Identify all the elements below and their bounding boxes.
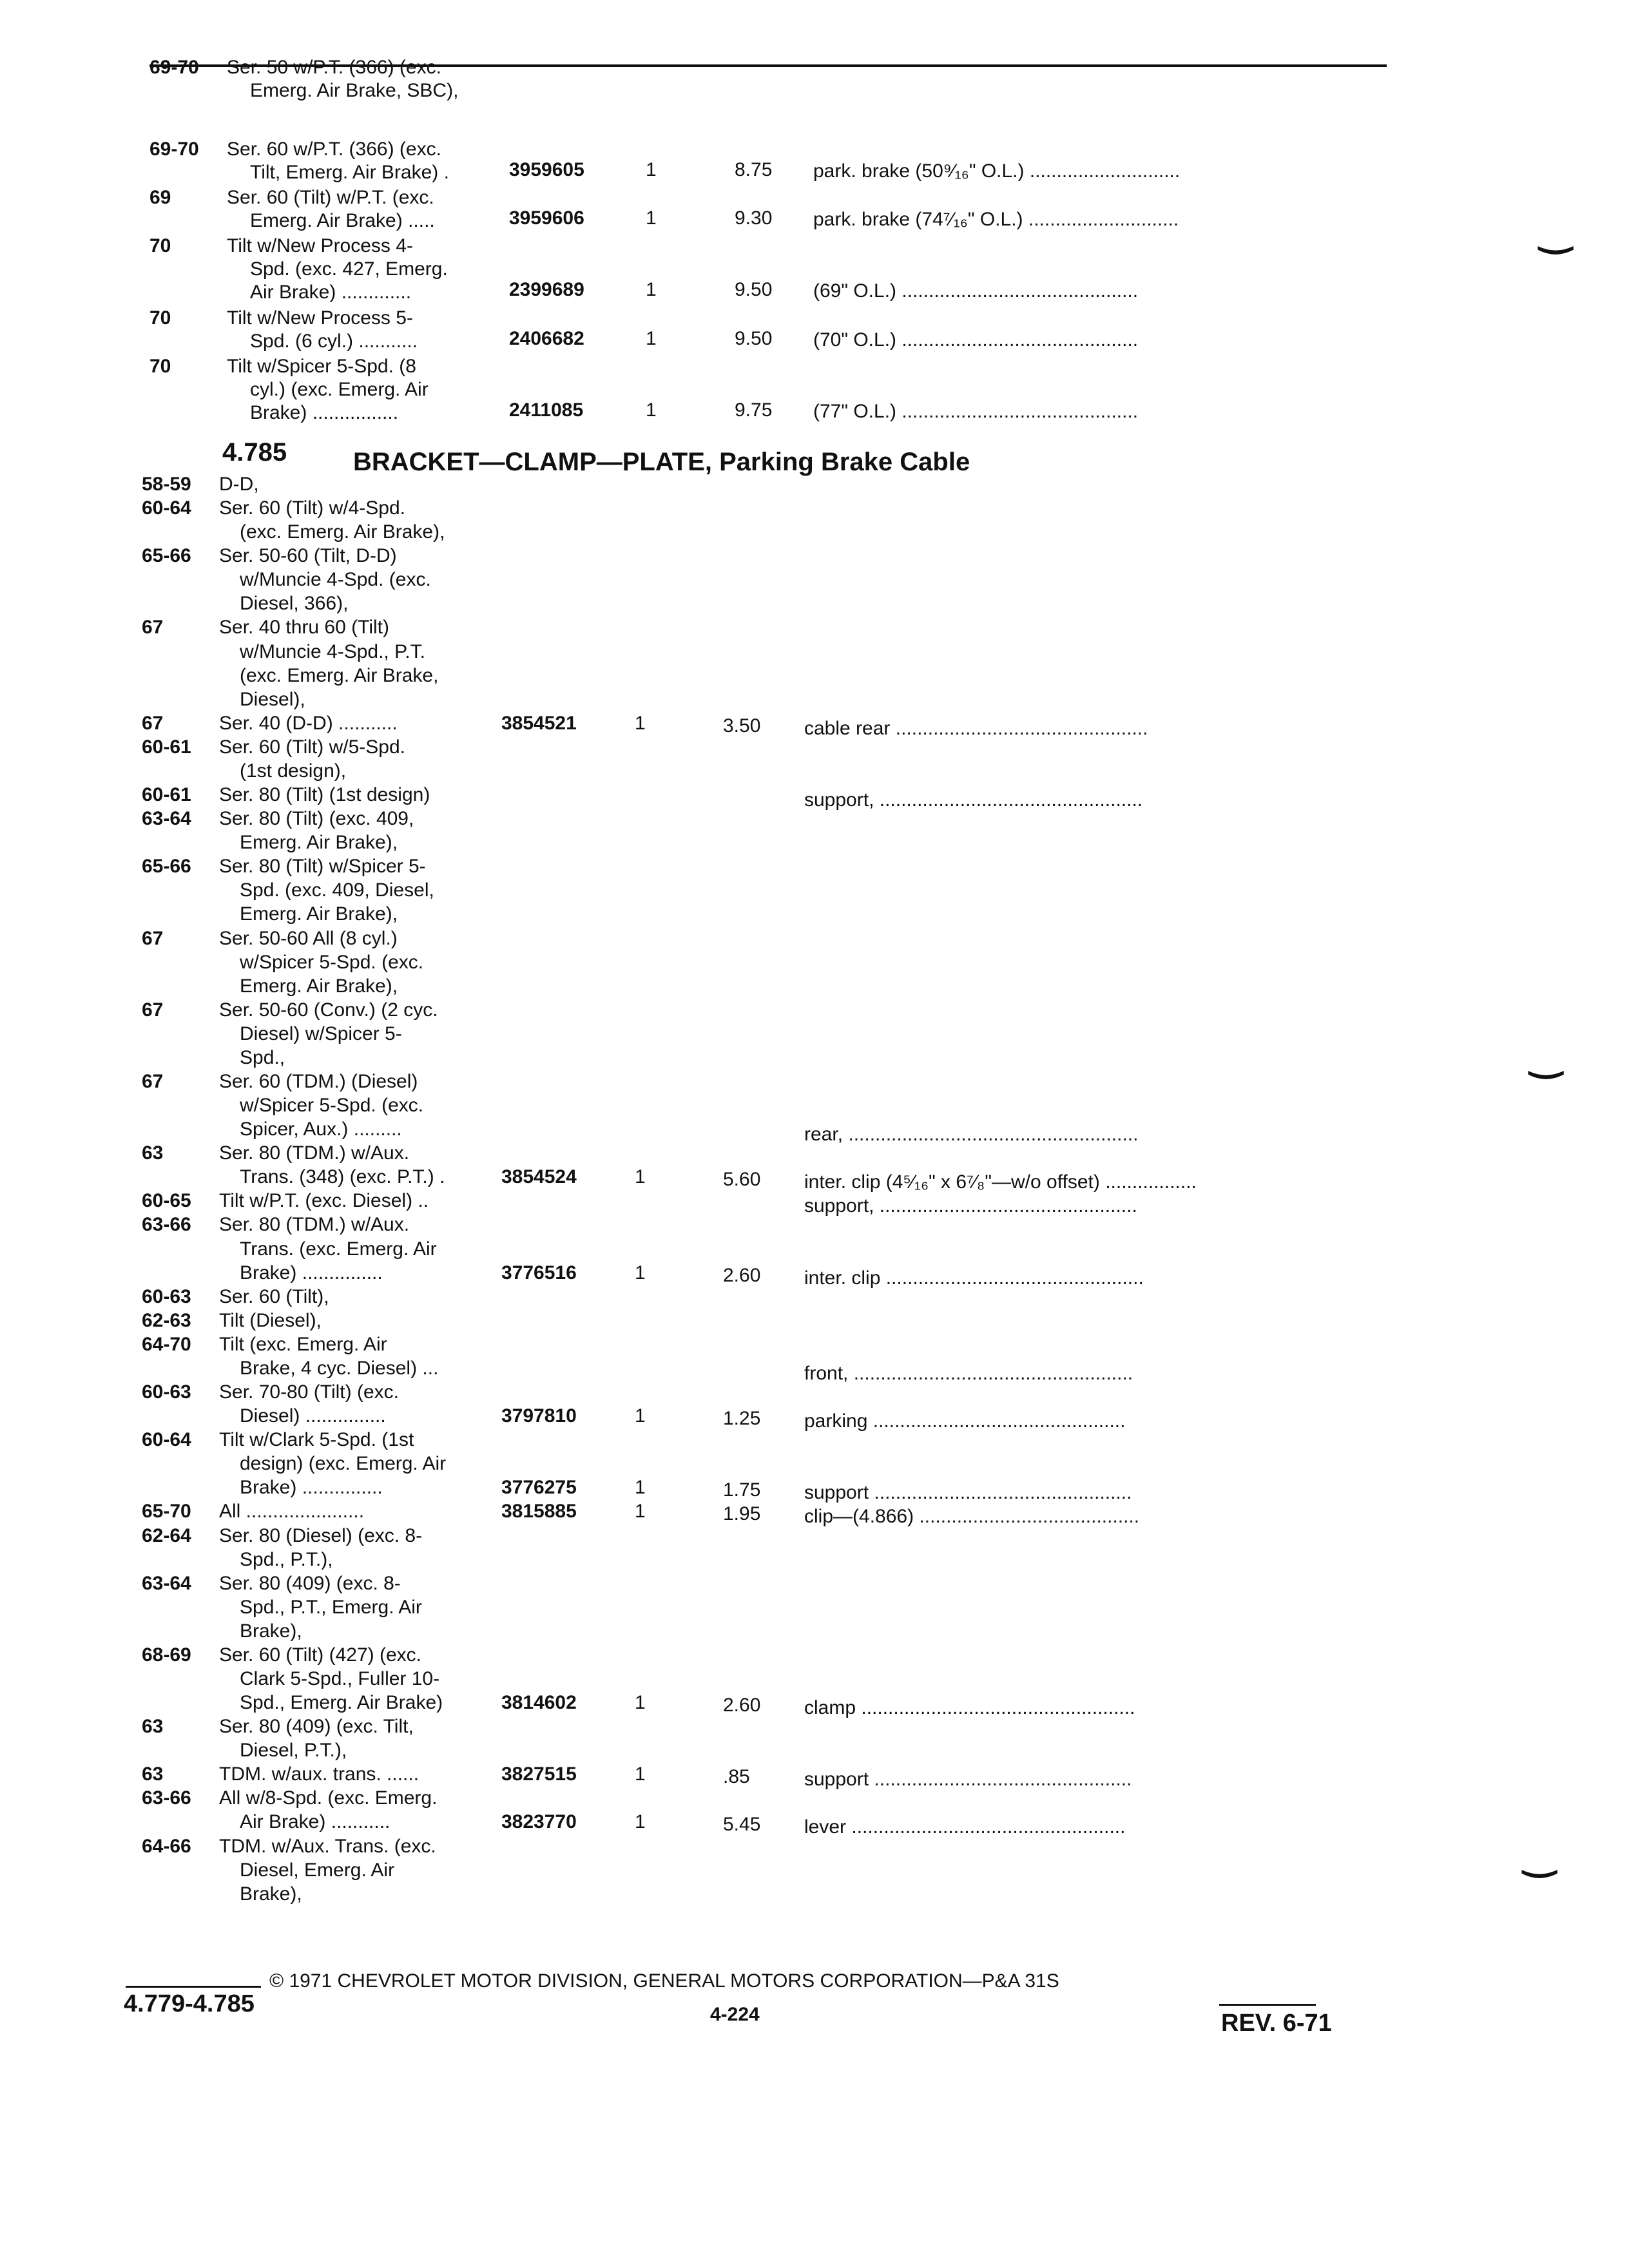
price: 2.60 <box>723 1695 761 1716</box>
part-number: 3797810 <box>501 1405 577 1427</box>
part-description: support, ................................................ <box>804 1195 1137 1217</box>
application-line: Trans. (348) (exc. P.T.) . <box>240 1166 445 1188</box>
row-application-line: Spd. (6 cyl.) ........... <box>250 331 418 352</box>
application-line: Ser. 60 (TDM.) (Diesel) <box>219 1071 418 1092</box>
part-description: park. brake (50⁹⁄₁₆" O.L.) ............................ <box>813 160 1181 182</box>
application-years: 60-64 <box>142 497 191 519</box>
binding-mark-1: ‿ <box>1540 210 1572 253</box>
application-years: 65-66 <box>142 856 191 878</box>
application-years: 67 <box>142 999 164 1021</box>
application-years: 63-66 <box>142 1787 191 1809</box>
quantity: 1 <box>635 1763 646 1785</box>
row-years: 70 <box>149 235 171 256</box>
application-line: Spd., <box>240 1046 285 1068</box>
application-years: 63 <box>142 1142 164 1164</box>
part-description: clamp ................................................... <box>804 1697 1135 1719</box>
price: 9.75 <box>735 399 773 421</box>
application-line: Ser. 80 (409) (exc. 8- <box>219 1572 401 1594</box>
application-years: 67 <box>142 617 164 639</box>
application-years: 60-63 <box>142 1381 191 1403</box>
part-description: clip—(4.866) ......................................... <box>804 1506 1140 1528</box>
row-application-line: Emerg. Air Brake) ..... <box>250 210 435 231</box>
application-line: Tilt (exc. Emerg. Air <box>219 1333 387 1355</box>
application-line: Ser. 80 (Diesel) (exc. 8- <box>219 1524 423 1546</box>
application-line: Ser. 60 (Tilt) (427) (exc. <box>219 1644 421 1666</box>
row-application-line: Tilt, Emerg. Air Brake) . <box>250 162 449 183</box>
quantity: 1 <box>635 1692 646 1714</box>
application-years: 64-66 <box>142 1835 191 1857</box>
application-years: 63-64 <box>142 808 191 830</box>
application-years: 60-61 <box>142 784 191 806</box>
part-number: 2399689 <box>509 279 584 300</box>
application-line: Ser. 70-80 (Tilt) (exc. <box>219 1381 399 1403</box>
part-number: 3815885 <box>501 1501 577 1523</box>
part-description: lever ................................................... <box>804 1816 1126 1838</box>
application-years: 64-70 <box>142 1333 191 1355</box>
part-number: 3854521 <box>501 712 577 734</box>
application-line: All ...................... <box>219 1501 365 1523</box>
part-description: (69" O.L.) ............................................ <box>813 280 1139 302</box>
binding-mark-2: ‿ <box>1530 1035 1562 1078</box>
application-line: Ser. 80 (409) (exc. Tilt, <box>219 1716 414 1738</box>
quantity: 1 <box>635 1501 646 1523</box>
application-line: Brake), <box>240 1620 302 1642</box>
quantity: 1 <box>635 712 646 734</box>
row-years: 70 <box>149 307 171 329</box>
application-line: w/Spicer 5-Spd. (exc. <box>240 1095 424 1117</box>
part-number: 3827515 <box>501 1763 577 1785</box>
price: 8.75 <box>735 159 773 180</box>
application-line: Diesel), <box>240 688 305 710</box>
price: 2.60 <box>723 1264 761 1286</box>
application-line: TDM. w/Aux. Trans. (exc. <box>219 1835 436 1857</box>
application-years: 58-59 <box>142 474 191 495</box>
part-number: 3959606 <box>509 207 584 229</box>
application-years: 68-69 <box>142 1644 191 1666</box>
quantity: 1 <box>646 328 657 349</box>
quantity: 1 <box>646 399 657 421</box>
application-line: Ser. 40 thru 60 (Tilt) <box>219 617 389 639</box>
application-years: 65-66 <box>142 545 191 567</box>
footer-rule-left <box>126 1986 261 1988</box>
quantity: 1 <box>646 159 657 180</box>
application-line: Brake) ............... <box>240 1262 383 1283</box>
application-line: Brake, 4 cyc. Diesel) ... <box>240 1357 439 1379</box>
application-years: 62-64 <box>142 1524 191 1546</box>
application-years: 67 <box>142 927 164 949</box>
row-application-line: Spd. (exc. 427, Emerg. <box>250 258 448 280</box>
part-description: front, .................................................... <box>804 1362 1133 1384</box>
application-line: TDM. w/aux. trans. ...... <box>219 1763 419 1785</box>
application-line: Tilt w/P.T. (exc. Diesel) .. <box>219 1190 429 1212</box>
application-line: Ser. 80 (Tilt) (exc. 409, <box>219 808 414 830</box>
row-application-line: Air Brake) ............. <box>250 282 412 303</box>
row-application-line: Ser. 60 (Tilt) w/P.T. (exc. <box>227 187 434 208</box>
row-years: 69 <box>149 187 171 208</box>
page-number: 4-224 <box>710 2004 760 2025</box>
part-number: 2411085 <box>509 399 584 421</box>
application-line: Clark 5-Spd., Fuller 10- <box>240 1668 440 1689</box>
row-years: 70 <box>149 356 171 377</box>
price: 3.50 <box>723 715 761 736</box>
section-title: BRACKET—CLAMP—PLATE, Parking Brake Cable <box>353 448 970 476</box>
price: 1.95 <box>723 1503 761 1525</box>
price: 9.50 <box>735 279 773 300</box>
price: 1.25 <box>723 1408 761 1430</box>
quantity: 1 <box>635 1477 646 1499</box>
application-line: Tilt (Diesel), <box>219 1309 322 1331</box>
part-description: support ................................................ <box>804 1769 1132 1791</box>
application-line: Ser. 80 (TDM.) w/Aux. <box>219 1142 410 1164</box>
application-years: 63 <box>142 1763 164 1785</box>
part-description: (70" O.L.) ............................................ <box>813 329 1139 351</box>
row-application-line: cyl.) (exc. Emerg. Air <box>250 379 429 400</box>
application-line: D-D, <box>219 474 259 495</box>
application-line: (exc. Emerg. Air Brake, <box>240 664 439 686</box>
application-line: Ser. 50-60 All (8 cyl.) <box>219 927 398 949</box>
part-description: rear, ...................................................... <box>804 1124 1139 1146</box>
quantity: 1 <box>635 1262 646 1283</box>
application-line: Ser. 60 (Tilt) w/5-Spd. <box>219 736 405 758</box>
row-application-line: Brake) ................ <box>250 402 399 423</box>
application-line: Ser. 80 (TDM.) w/Aux. <box>219 1214 410 1236</box>
price: 5.45 <box>723 1814 761 1836</box>
part-number: 3776275 <box>501 1477 577 1499</box>
application-line: Ser. 60 (Tilt), <box>219 1285 329 1307</box>
application-line: Diesel) w/Spicer 5- <box>240 1023 402 1044</box>
application-years: 63-66 <box>142 1214 191 1236</box>
application-line: Diesel, Emerg. Air <box>240 1859 395 1881</box>
application-line: Trans. (exc. Emerg. Air <box>240 1238 437 1260</box>
application-line: (1st design), <box>240 760 347 782</box>
application-line: Spd., Emerg. Air Brake) <box>240 1692 443 1714</box>
application-line: Emerg. Air Brake), <box>240 903 398 925</box>
part-description: inter. clip ................................................ <box>804 1267 1144 1289</box>
row-application-line: Ser. 60 w/P.T. (366) (exc. <box>227 139 441 160</box>
row-application-line: Tilt w/New Process 5- <box>227 307 413 329</box>
application-line: Emerg. Air Brake), <box>240 832 398 854</box>
application-line: Tilt w/Clark 5-Spd. (1st <box>219 1429 414 1451</box>
application-line: Spicer, Aux.) ......... <box>240 1119 402 1140</box>
application-years: 65-70 <box>142 1501 191 1523</box>
revision: REV. 6-71 <box>1221 2010 1332 2037</box>
row-application-line: Emerg. Air Brake, SBC), <box>250 80 459 101</box>
price: 9.30 <box>735 207 773 229</box>
quantity: 1 <box>635 1405 646 1427</box>
application-line: Emerg. Air Brake), <box>240 975 398 997</box>
application-years: 62-63 <box>142 1309 191 1331</box>
application-years: 60-65 <box>142 1190 191 1212</box>
application-line: w/Muncie 4-Spd., P.T. <box>240 640 425 662</box>
part-number: 2406682 <box>509 328 584 349</box>
application-line: All w/8-Spd. (exc. Emerg. <box>219 1787 438 1809</box>
copyright-line: © 1971 CHEVROLET MOTOR DIVISION, GENERAL MOTORS CORPORATION—P&A 31S <box>269 1970 1059 1992</box>
part-description: support ................................................ <box>804 1482 1132 1504</box>
application-line: Ser. 50-60 (Conv.) (2 cyc. <box>219 999 438 1021</box>
part-number: 3814602 <box>501 1692 577 1714</box>
page-range: 4.779-4.785 <box>124 1990 255 2017</box>
application-line: Spd., P.T., Emerg. Air <box>240 1596 422 1618</box>
row-application-line: Tilt w/New Process 4- <box>227 235 413 256</box>
price: 9.50 <box>735 328 773 349</box>
application-line: Ser. 50-60 (Tilt, D-D) <box>219 545 397 567</box>
application-line: Diesel) ............... <box>240 1405 386 1427</box>
application-line: Ser. 80 (Tilt) (1st design) <box>219 784 430 806</box>
application-line: Spd. (exc. 409, Diesel, <box>240 879 434 901</box>
part-description: inter. clip (4⁵⁄₁₆" x 6⁷⁄₈"—w/o offset) ................. <box>804 1171 1197 1193</box>
part-number: 3959605 <box>509 159 584 180</box>
part-description: (77" O.L.) ............................................ <box>813 401 1139 422</box>
application-line: Diesel, P.T.), <box>240 1740 347 1762</box>
application-years: 63-64 <box>142 1572 191 1594</box>
binding-mark-3: ‿ <box>1524 1834 1556 1877</box>
footer-rule-right <box>1219 2004 1316 2006</box>
application-years: 60-63 <box>142 1285 191 1307</box>
quantity: 1 <box>635 1811 646 1833</box>
row-application-line: Ser. 50 w/P.T. (366) (exc. <box>227 57 441 78</box>
application-line: Ser. 60 (Tilt) w/4-Spd. <box>219 497 405 519</box>
part-description: support, ................................................. <box>804 789 1143 811</box>
row-years: 69-70 <box>149 57 199 78</box>
application-line: Air Brake) ........... <box>240 1811 390 1833</box>
row-application-line: Tilt w/Spicer 5-Spd. (8 <box>227 356 416 377</box>
part-number: 3776516 <box>501 1262 577 1283</box>
application-line: Brake) ............... <box>240 1477 383 1499</box>
application-line: Spd., P.T.), <box>240 1548 333 1570</box>
quantity: 1 <box>635 1166 646 1188</box>
application-years: 60-61 <box>142 736 191 758</box>
application-years: 60-64 <box>142 1429 191 1451</box>
part-number: 3823770 <box>501 1811 577 1833</box>
part-description: parking ............................................... <box>804 1410 1126 1432</box>
part-number: 3854524 <box>501 1166 577 1188</box>
price: 5.60 <box>723 1169 761 1191</box>
price: 1.75 <box>723 1479 761 1501</box>
application-line: Diesel, 366), <box>240 593 349 615</box>
application-years: 63 <box>142 1716 164 1738</box>
quantity: 1 <box>646 279 657 300</box>
application-line: w/Spicer 5-Spd. (exc. <box>240 951 424 973</box>
application-line: design) (exc. Emerg. Air <box>240 1453 447 1475</box>
application-line: Ser. 40 (D-D) ........... <box>219 712 398 734</box>
application-line: (exc. Emerg. Air Brake), <box>240 521 445 543</box>
part-description: cable rear ............................................... <box>804 717 1148 739</box>
part-description: park. brake (74⁷⁄₁₆" O.L.) ............................ <box>813 209 1179 230</box>
section-number: 4.785 <box>222 438 287 466</box>
application-line: w/Muncie 4-Spd. (exc. <box>240 569 431 591</box>
application-line: Brake), <box>240 1883 302 1905</box>
application-years: 67 <box>142 1071 164 1092</box>
row-years: 69-70 <box>149 139 199 160</box>
quantity: 1 <box>646 207 657 229</box>
application-years: 67 <box>142 712 164 734</box>
application-line: Ser. 80 (Tilt) w/Spicer 5- <box>219 856 426 878</box>
price: .85 <box>723 1766 750 1788</box>
